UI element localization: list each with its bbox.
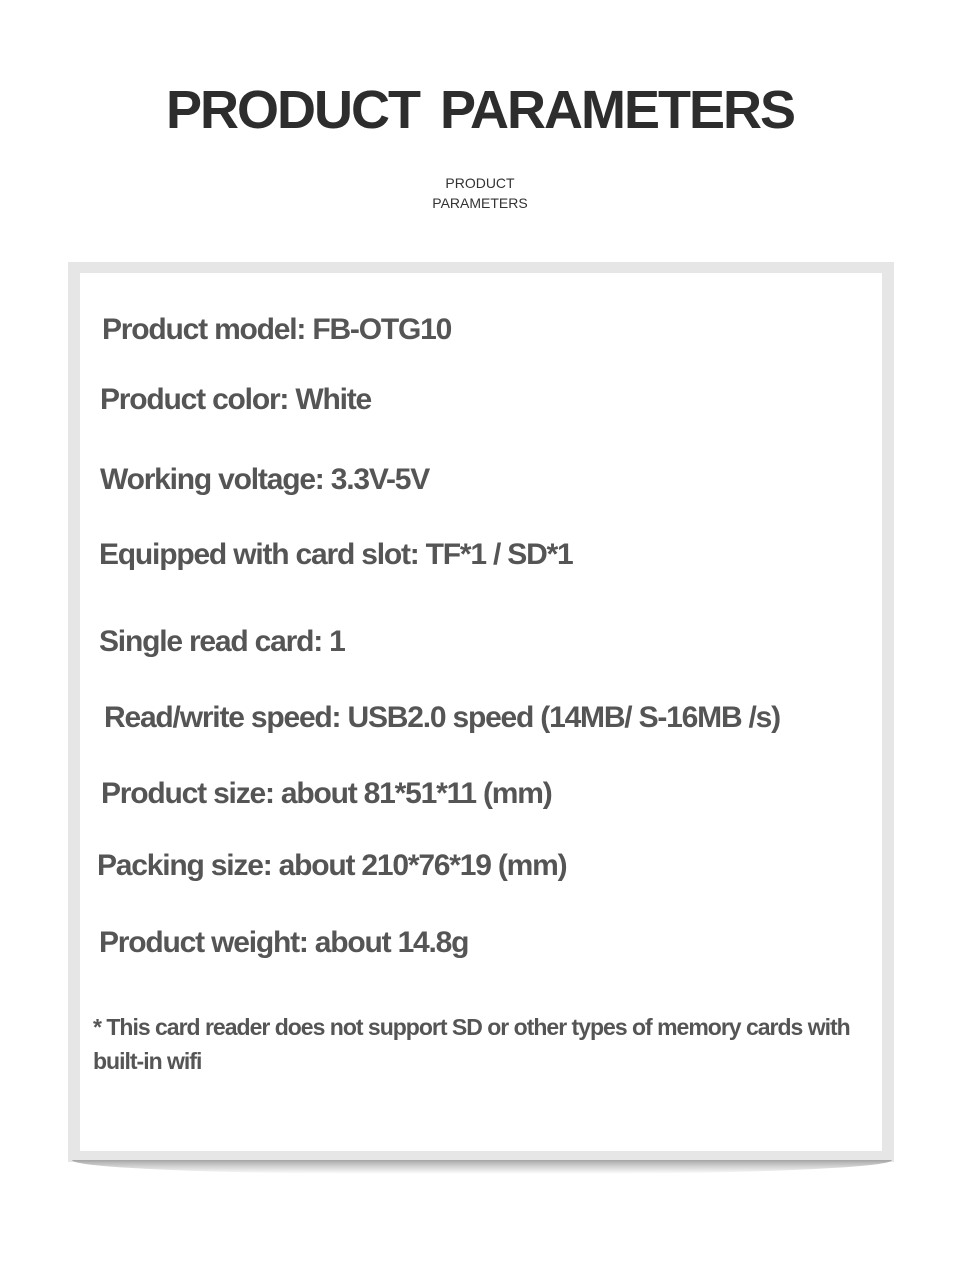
- wifi-support-note: * This card reader does not support SD or other types of memory cards with built-in wifi: [93, 1014, 850, 1074]
- page-title: PRODUCT PARAMETERS: [165, 80, 794, 140]
- param-product-weight: Product weight: about 14.8g: [99, 926, 469, 959]
- param-read-write-speed: Read/write speed: USB2.0 speed (14MB/ S-16MB /s): [104, 701, 780, 734]
- param-single-read-card: Single read card: 1: [99, 625, 345, 658]
- param-working-voltage: Working voltage: 3.3V-5V: [100, 463, 430, 496]
- param-product-color: Product color: White: [100, 383, 371, 416]
- param-product-size: Product size: about 81*51*11 (mm): [101, 777, 552, 810]
- subtitle-line-2: PARAMETERS: [432, 195, 528, 211]
- param-card-slot: Equipped with card slot: TF*1 / SD*1: [99, 538, 573, 571]
- param-product-model: Product model: FB-OTG10: [102, 313, 452, 346]
- param-packing-size: Packing size: about 210*76*19 (mm): [97, 849, 567, 882]
- subtitle-line-1: PRODUCT: [445, 175, 515, 191]
- card-shadow: [72, 1160, 892, 1174]
- page-subtitle: [0, 173, 960, 213]
